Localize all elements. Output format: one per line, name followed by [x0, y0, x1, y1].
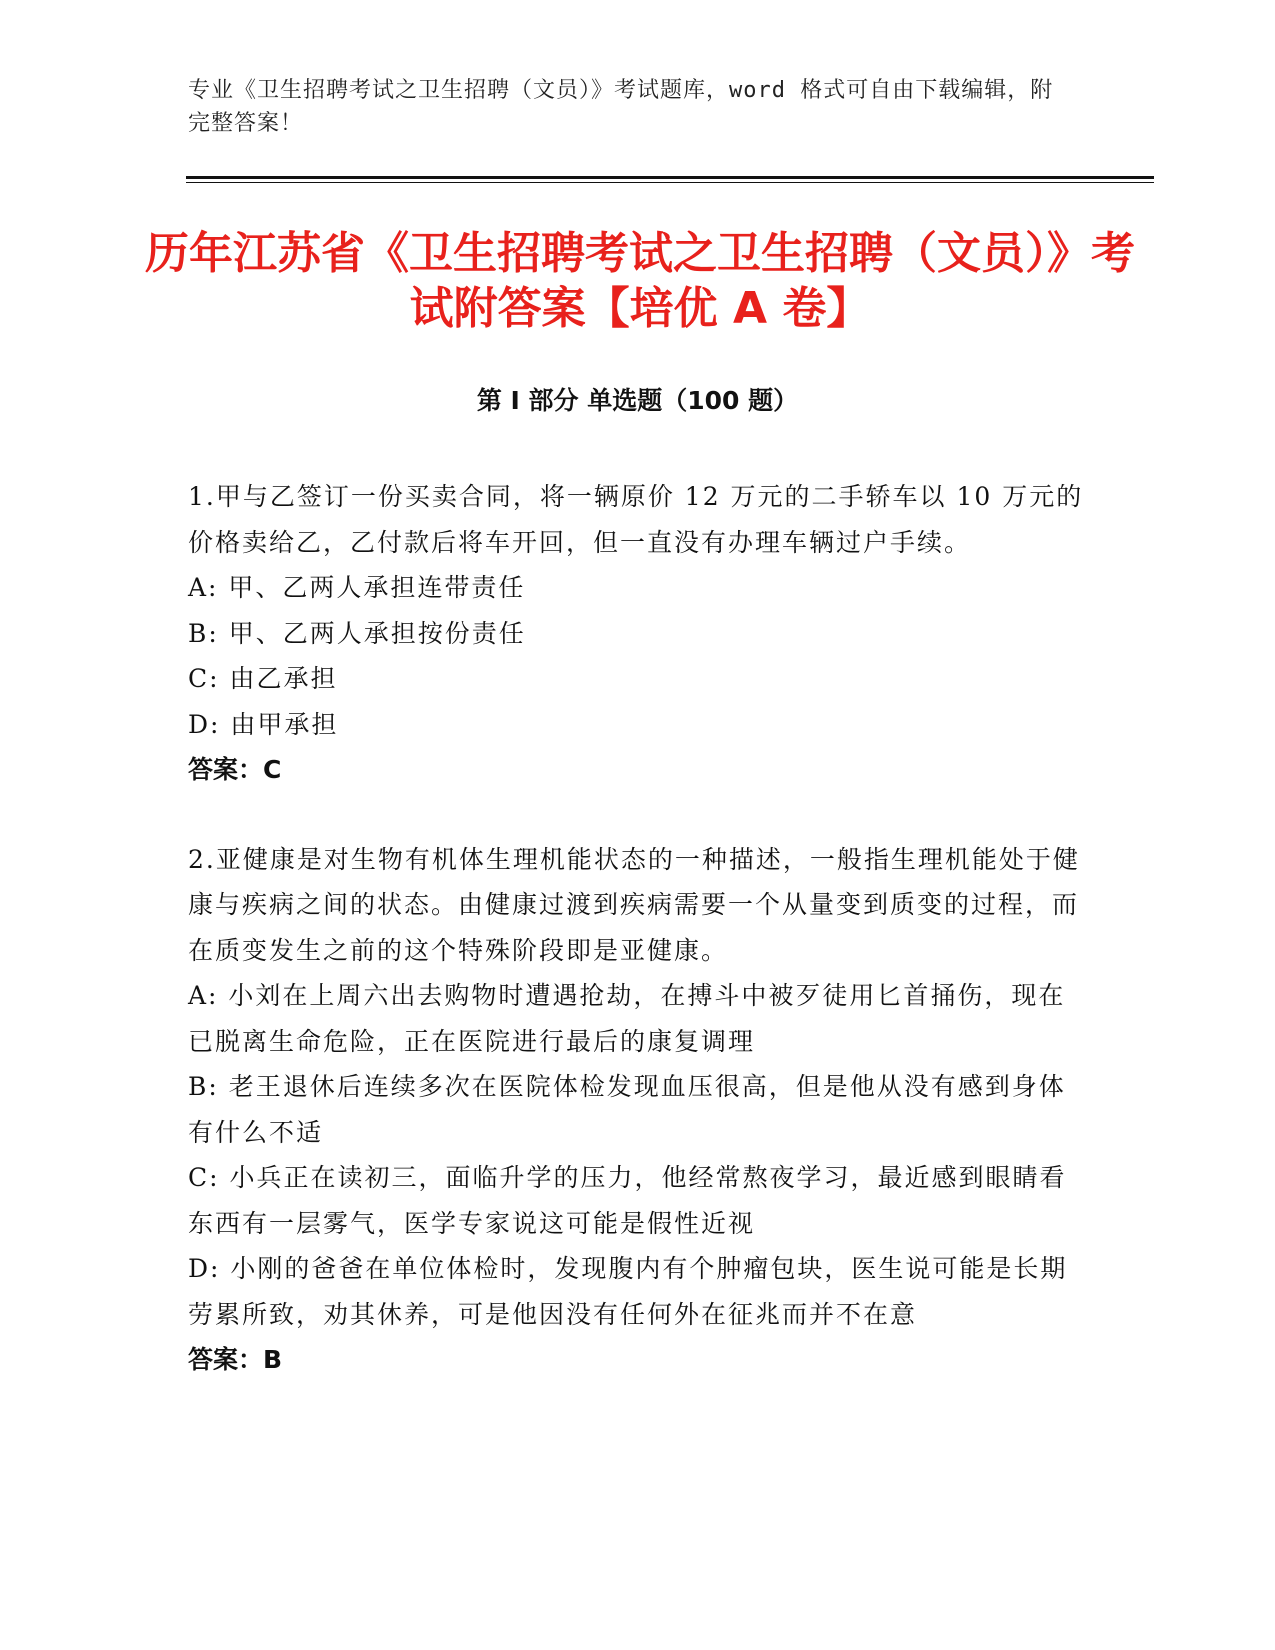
option-c: C: 由乙承担 — [188, 664, 338, 693]
header-divider-thick — [186, 176, 1154, 179]
option-d: D: 由甲承担 — [188, 709, 339, 739]
header-divider-thin — [186, 182, 1154, 183]
question-stem: 2.亚健康是对生物有机体生理机能状态的一种描述，一般指生理机能处于健康与疾病之间的状态。由健康过渡到疾病需要一个从量变到质变的过程，而在质变发生之前的这个特殊阶段即是亚健康。 — [188, 844, 1080, 965]
question-2 — [188, 837, 1088, 1383]
question-stem: 1.甲与乙签订一份买卖合同，将一辆原价 12 万元的二手轿车以 10 万元的价格卖给乙，乙付款后将车开回，但一直没有办理车辆过户手续。 — [188, 482, 1084, 557]
answer-label: 答案：C — [188, 755, 282, 784]
header-note: 专业《卫生招聘考试之卫生招聘（文员）》考试题库，word 格式可自由下载编辑，附完整答案！ — [188, 78, 1054, 136]
question-1 — [188, 474, 1088, 793]
section-heading: 第 I 部分 单选题（100 题） — [476, 386, 799, 415]
option-a: A: 甲、乙两人承担连带责任 — [188, 573, 526, 602]
option-a: A: 小刘在上周六出去购物时遭遇抢劫，在搏斗中被歹徒用匕首捅伤，现在已脱离生命危险，正在医院进行最后的康复调理 — [188, 981, 1066, 1056]
option-b: B: 甲、乙两人承担按份责任 — [188, 618, 526, 648]
option-c: C: 小兵正在读初三，面临升学的压力，他经常熬夜学习，最近感到眼睛看东西有一层雾气，医学专家说这可能是假性近视 — [188, 1163, 1067, 1238]
option-b: B: 老王退休后连续多次在医院体检发现血压很高，但是他从没有感到身体有什么不适 — [188, 1072, 1066, 1147]
document-title: 历年江苏省《卫生招聘考试之卫生招聘（文员）》考试附答案【培优 A 卷】 — [145, 228, 1135, 334]
question-list — [188, 474, 1088, 1427]
option-d: D: 小刚的爸爸在单位体检时，发现腹内有个肿瘤包块，医生说可能是长期劳累所致，劝其休养，可是他因没有任何外在征兆而并不在意 — [188, 1254, 1068, 1329]
answer-label: 答案：B — [188, 1345, 283, 1374]
